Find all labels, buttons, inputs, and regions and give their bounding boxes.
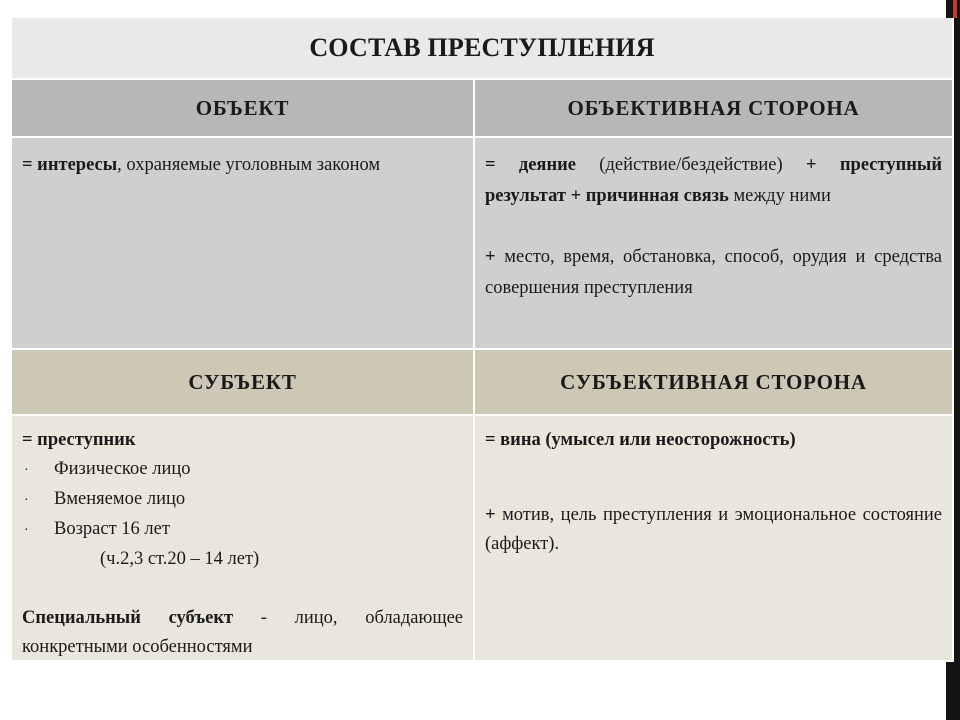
plus-sign: +	[485, 505, 496, 525]
crime-composition-table	[12, 18, 954, 662]
object-header-text: ОБЪЕКТ	[195, 95, 290, 120]
subject-header	[12, 350, 475, 416]
object-definition	[22, 150, 463, 180]
list-item	[22, 455, 463, 485]
table-title	[12, 18, 954, 80]
objective-side-extras	[485, 242, 942, 304]
subjective-side-extras	[485, 501, 942, 559]
subject-header-text: СУБЪЕКТ	[188, 369, 297, 394]
objective-side-header	[475, 80, 954, 138]
special-subject	[22, 604, 463, 662]
list-item	[22, 545, 463, 574]
extra-text: место, время, обстановка, способ, орудия и средства совершения преступления	[485, 247, 942, 298]
subject-bullets	[22, 455, 463, 574]
objective-side-definition	[485, 150, 942, 212]
bullet-icon: ·	[24, 463, 29, 478]
spacer	[22, 574, 463, 604]
bullet-text: Вменяемое лицо	[54, 489, 186, 509]
subject-lead: = преступник	[22, 430, 136, 450]
result-tail: между ними	[728, 186, 831, 206]
age-note: (ч.2,3 ст.20 – 14 лет)	[100, 549, 260, 569]
motive-text: мотив, цель преступления и эмоциональное состояние (аффект).	[485, 505, 942, 554]
list-item	[22, 515, 463, 545]
deed-label: = деяние	[485, 155, 576, 175]
special-subject-text: - лицо, обладающее конкретными особенностями	[22, 608, 463, 657]
list-item	[22, 485, 463, 515]
bullet-icon: ·	[24, 523, 29, 538]
extra-plus-sign: +	[485, 247, 496, 267]
object-header	[12, 80, 475, 138]
object-body	[12, 138, 475, 350]
slide-edge-accent	[953, 0, 957, 18]
bullet-text: Физическое лицо	[54, 459, 191, 479]
guilt-definition: = вина (умысел или неосторожность)	[485, 430, 796, 450]
spacer	[485, 455, 942, 501]
subjective-side-lead-line	[485, 426, 942, 455]
subject-body	[12, 416, 475, 662]
plus-sign: +	[806, 155, 817, 175]
special-subject-label: Специальный субъект	[22, 608, 234, 628]
spacer	[485, 212, 942, 242]
bullet-text: Возраст 16 лет	[54, 519, 170, 539]
table-title-text: СОСТАВ ПРЕСТУПЛЕНИЯ	[309, 33, 655, 62]
deed-paren: (действие/бездействие)	[575, 155, 807, 175]
object-rest: , охраняемые уголовным законом	[117, 155, 381, 175]
subjective-side-header	[475, 350, 954, 416]
bullet-icon: ·	[24, 493, 29, 508]
subjective-side-header-text: СУБЪЕКТИВНАЯ СТОРОНА	[560, 369, 867, 394]
subject-lead-line	[22, 426, 463, 455]
subjective-side-body	[475, 416, 954, 662]
result-and-causation: преступный результат + причинная связь	[485, 155, 943, 206]
object-lead: = интересы	[22, 155, 118, 175]
objective-side-body	[475, 138, 954, 350]
objective-side-header-text: ОБЪЕКТИВНАЯ СТОРОНА	[567, 95, 860, 120]
